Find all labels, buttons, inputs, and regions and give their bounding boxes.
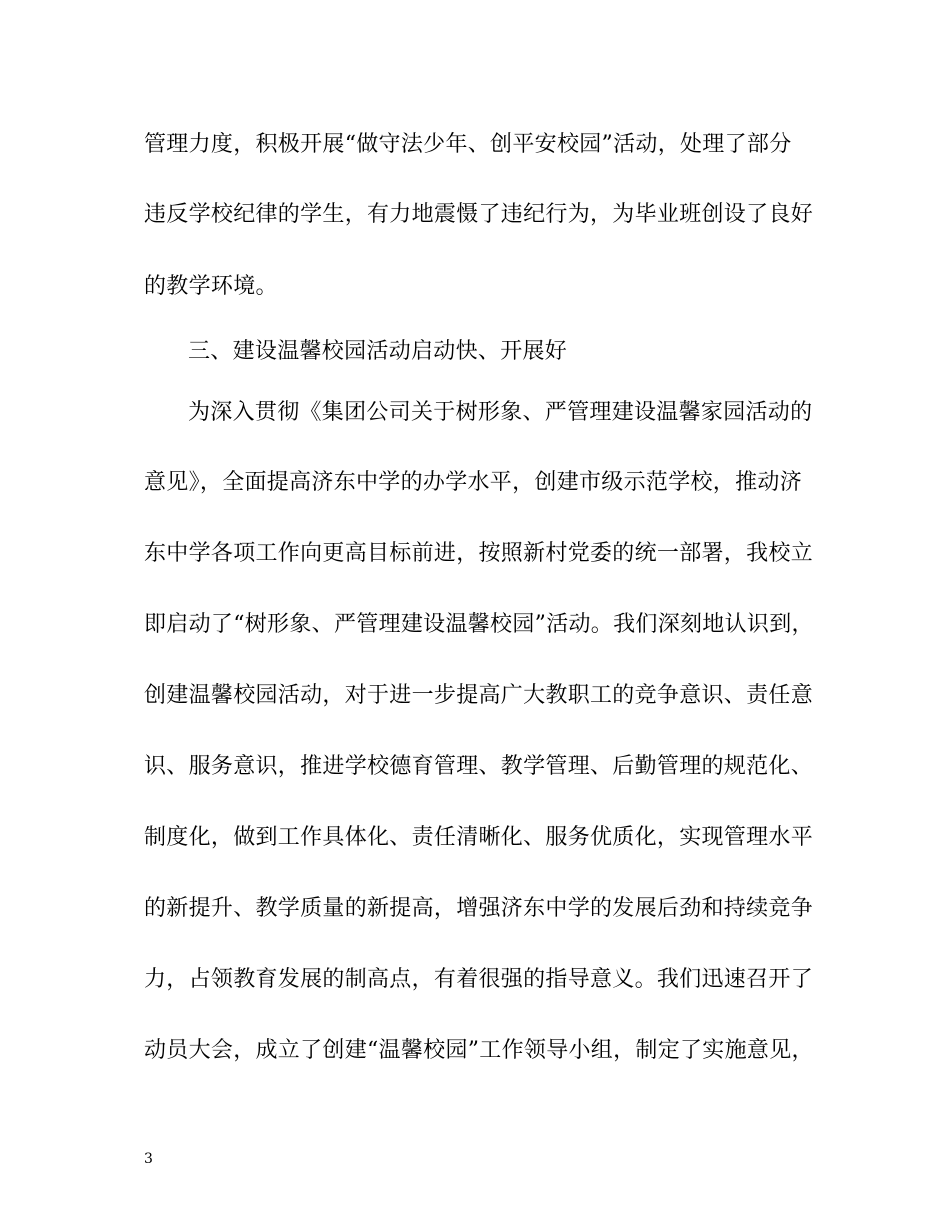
- paragraph-line: 制度化，做到工作具体化、责任清晰化、服务优质化，实现管理水平: [144, 825, 814, 850]
- section-heading: 三、建设温馨校园活动启动快、开展好: [188, 339, 568, 364]
- paragraph-line: 即启动了“树形象、严管理建设温馨校园”活动。我们深刻地认识到，: [144, 612, 814, 637]
- paragraph-line: 的教学环境。: [144, 274, 278, 299]
- paragraph-line: 意见》，全面提高济东中学的办学水平，创建市级示范学校，推动济: [144, 470, 803, 495]
- paragraph-line: 管理力度，积极开展“做守法少年、创平安校园”活动，处理了部分: [144, 132, 792, 157]
- paragraph-line: 识、服务意识，推进学校德育管理、教学管理、后勤管理的规范化、: [144, 754, 814, 779]
- paragraph-line: 的新提升、教学质量的新提高，增强济东中学的发展后劲和持续竞争: [144, 896, 814, 921]
- paragraph-line: 动员大会，成立了创建“温馨校园”工作领导小组，制定了实施意见，: [144, 1038, 814, 1063]
- paragraph-line: 东中学各项工作向更高目标前进，按照新村党委的统一部署，我校立: [144, 541, 814, 566]
- paragraph-line: 为深入贯彻《集团公司关于树形象、严管理建设温馨家园活动的: [188, 400, 813, 425]
- paragraph-line: 力，占领教育发展的制高点，有着很强的指导意义。我们迅速召开了: [144, 967, 814, 992]
- paragraph-line: 违反学校纪律的学生，有力地震慑了违纪行为，为毕业班创设了良好: [144, 202, 814, 227]
- page-number: 3: [144, 1151, 153, 1167]
- paragraph-line: 创建温馨校园活动，对于进一步提高广大教职工的竞争意识、责任意: [144, 683, 814, 708]
